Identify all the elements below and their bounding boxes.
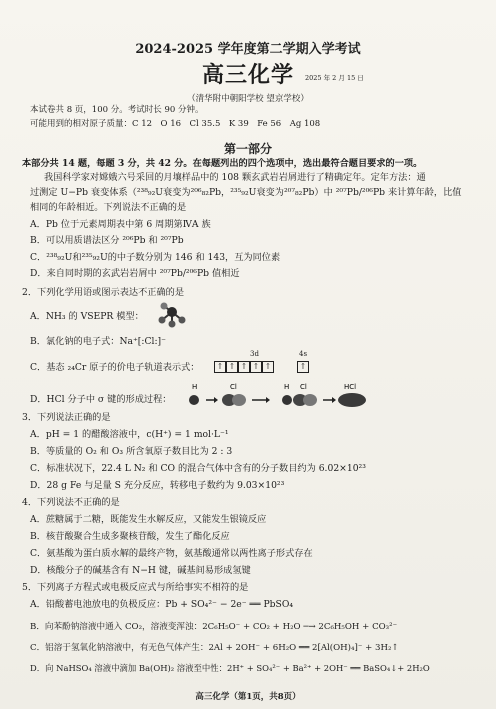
orbital-4s-label: 4s bbox=[299, 350, 308, 358]
q1-option-a: A．Pb 位于元素周期表中第 6 周期第ⅣA 族 bbox=[30, 219, 211, 230]
q5-option-a: A．铅酸蓄电池放电的负极反应：Pb + SO₄²⁻ − 2e⁻ ══ PbSO₄ bbox=[30, 599, 294, 610]
q5-option-c: C．铝溶于氢氧化钠溶液中，有无色气体产生：2Al + 2OH⁻ + 6H₂O ══ 2[Al(OH)₄]⁻ + 3H₂↑ bbox=[30, 643, 399, 653]
q5-stem: 5．下列离子方程式或电极反应式与所给事实不相符的是 bbox=[22, 582, 249, 593]
orbital-box: ↑ bbox=[297, 361, 309, 373]
orbital-box: ↑ bbox=[238, 361, 250, 373]
exam-title: 2024-2025 学年度第二学期入学考试 bbox=[135, 42, 361, 57]
orbital-box: ↑ bbox=[262, 361, 274, 373]
q1-option-d: D．来自同时期的玄武岩岩屑中 ²⁰⁷Pb/²⁰⁶Pb 值相近 bbox=[30, 268, 240, 279]
sigma-bond-formation-icon bbox=[186, 381, 376, 411]
section-title: 第一部分 bbox=[223, 142, 272, 156]
orbital-3d-boxes bbox=[214, 361, 274, 373]
q1-line2: 过测定 U−Pb 衰变体系（²³⁸₉₂U衰变为²⁰⁶₈₂Pb，²³⁵₉₂U衰变为²⁰⁷₈₂Pb）中 ²⁰⁷Pb/²⁰⁶Pb 来计算年龄，比值 bbox=[30, 187, 462, 198]
orbital-box: ↑ bbox=[226, 361, 238, 373]
q5-option-d: D．向 NaHSO₄ 溶液中滴加 Ba(OH)₂ 溶液至中性：2H⁺ + SO₄²⁻ + Ba²⁺ + 2OH⁻ ══ BaSO₄↓+ 2H₂O bbox=[30, 663, 430, 673]
q2-stem: 2．下列化学用语或图示表达不正确的是 bbox=[22, 287, 185, 298]
orbital-box: ↑ bbox=[214, 361, 226, 373]
school-name: （清华附中朝阳学校 望京学校） bbox=[187, 94, 309, 104]
atom-label-h: H bbox=[192, 383, 198, 391]
q4-option-a: A．蔗糖属于二糖，既能发生水解反应，又能发生银镜反应 bbox=[30, 514, 267, 525]
q3-option-a: A．pH = 1 的醋酸溶液中，c(H⁺) = 1 mol·L⁻¹ bbox=[30, 429, 229, 440]
nh3-vsepr-model-icon bbox=[154, 302, 190, 328]
q1-line3: 相同的年龄相近。下列说法不正确的是 bbox=[30, 202, 187, 213]
q3-stem: 3．下列说法正确的是 bbox=[22, 412, 111, 423]
subject-title: 高三化学 bbox=[201, 62, 294, 88]
q2-option-d: D．HCl 分子中 σ 键的形成过程： bbox=[30, 394, 172, 405]
q3-option-c: C．标准状况下，22.4 L N₂ 和 CO 的混合气体中含有的分子数目约为 6.02×10²³ bbox=[30, 463, 366, 474]
page-footer: 高三化学（第1页，共8页） bbox=[195, 692, 301, 702]
atom-label-cl2: Cl bbox=[300, 383, 307, 391]
q1-line1: 我国科学家对嫦娥六号采回的月壤样品中的 108 颗玄武岩岩屑进行了精确定年。定年方法：通 bbox=[44, 172, 426, 183]
orbital-4s-boxes bbox=[297, 361, 309, 373]
atom-label-cl: Cl bbox=[230, 383, 237, 391]
atomic-masses: 可能用到的相对原子质量：C 12 O 16 Cl 35.5 K 39 Fe 56 Ag 108 bbox=[30, 119, 321, 129]
q4-stem: 4．下列说法不正确的是 bbox=[22, 497, 120, 508]
orbital-box: ↑ bbox=[250, 361, 262, 373]
q1-option-c: C．²³⁸₉₂U和²³⁵₉₂U的中子数分别为 146 和 143，互为同位素 bbox=[30, 252, 281, 263]
exam-info: 本试卷共 8 页，100 分。考试时长 90 分钟。 bbox=[30, 105, 204, 115]
q4-option-d: D．核酸分子的碱基含有 N−H 键，碱基间易形成氢键 bbox=[30, 565, 251, 576]
q1-option-b: B．可以用质谱法区分 ²⁰⁶Pb 和 ²⁰⁷Pb bbox=[30, 235, 184, 246]
q4-option-c: C．氨基酸为蛋白质水解的最终产物，氨基酸通常以两性离子形式存在 bbox=[30, 548, 313, 559]
q5-option-b: B．向苯酚钠溶液中通入 CO₂，溶液变浑浊：2C₆H₅O⁻ + CO₂ + H₂O ─→ 2C₆H₅OH + CO₃²⁻ bbox=[30, 622, 398, 632]
section-instructions: 本部分共 14 题，每题 3 分，共 42 分。在每题列出的四个选项中，选出最符合题目要求的一项。 bbox=[22, 158, 423, 169]
q3-option-d: D．28 g Fe 与足量 S 充分反应，转移电子数约为 9.03×10²³ bbox=[30, 480, 285, 491]
exam-date: 2025 年 2 月 15 日 bbox=[305, 74, 364, 82]
molecule-label-hcl: HCl bbox=[344, 383, 357, 391]
atom-label-h2: H bbox=[284, 383, 290, 391]
orbital-3d-label: 3d bbox=[250, 350, 259, 358]
q4-option-b: B．核苷酸聚合生成多聚核苷酸，发生了酯化反应 bbox=[30, 531, 230, 542]
q2-option-b: B．氯化钠的电子式：Na⁺[:Cl:]⁻ bbox=[30, 336, 166, 347]
q2-option-a: A．NH₃ 的 VSEPR 模型： bbox=[30, 311, 144, 322]
q2-option-c: C．基态 ₂₄Cr 原子的价电子轨道表示式： bbox=[30, 362, 200, 373]
q3-option-b: B．等质量的 O₂ 和 O₃ 所含氧原子数目比为 2 : 3 bbox=[30, 446, 233, 457]
